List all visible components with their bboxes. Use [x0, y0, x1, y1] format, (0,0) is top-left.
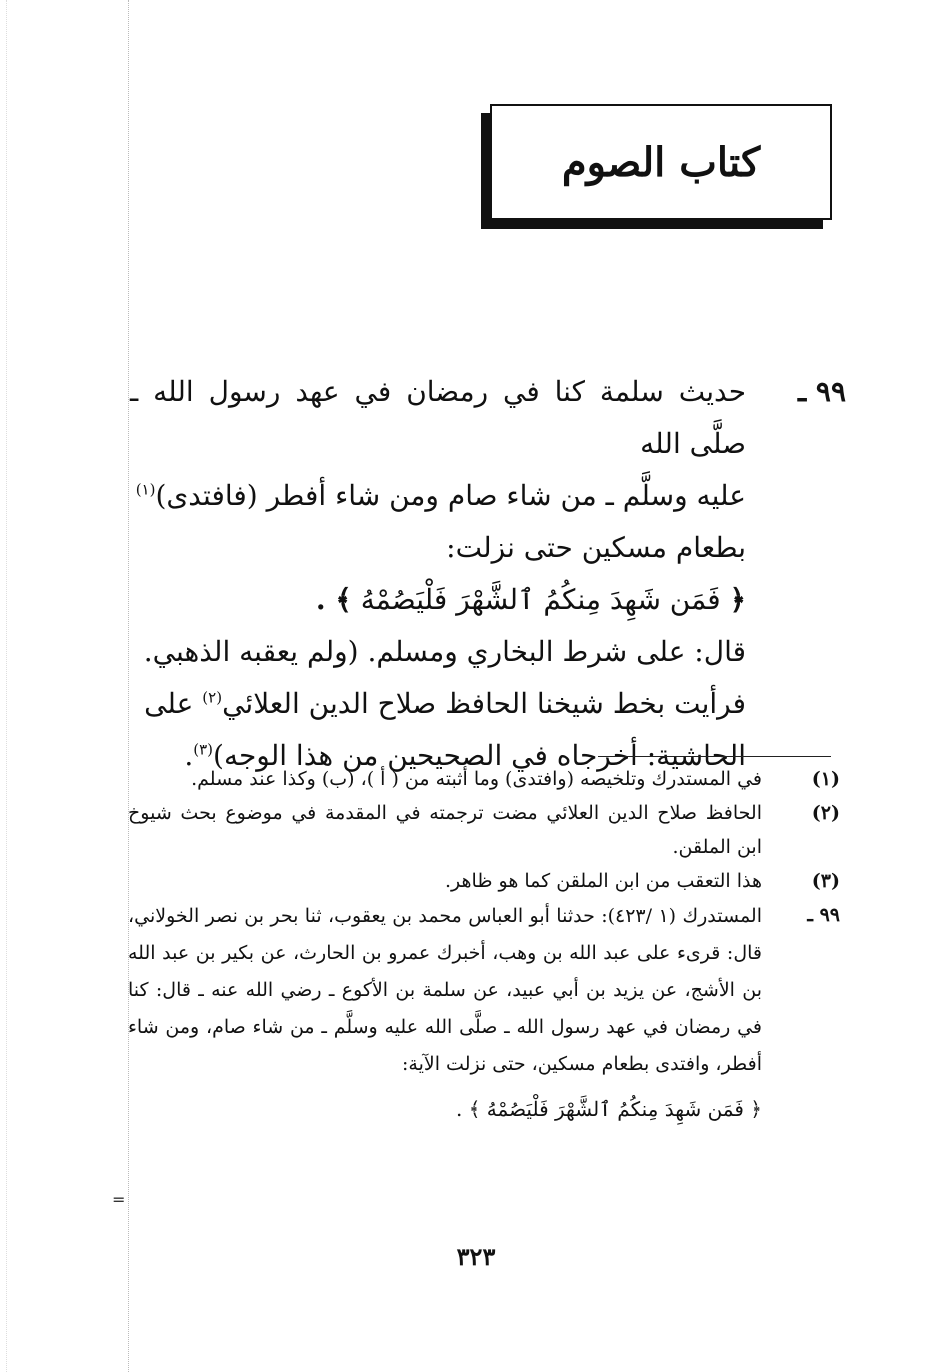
chapter-title: كتاب الصوم: [561, 138, 761, 186]
mustadrak-number: ٩٩ ـ: [807, 904, 840, 926]
mustadrak-text: المستدرك (١ /٤٢٣): حدثنا أبو العباس محمد بن يعقوب، ثنا بحر بن نصر الخولاني، قال: قرىء على عبد الله بن وهب، أخبرك عمرو بن الحارث، عن بكير بن عبد الله بن الأشج، عن يزيد بن أبي عبيد، عن سلمة بن الأكوع ـ رضي الله عنه ـ قال: كنا في رمضان في عهد رسول الله ـ صلَّى الله عليه وسلَّم ـ من شاء صام، ومن شاء أفطر، وافتدى بطعام مسكين، حتى نزلت الآية:: [128, 905, 762, 1075]
gutter-mark: =: [112, 1190, 126, 1209]
mustadrak-body: [128, 898, 762, 1128]
hadith-entry: [130, 366, 846, 782]
hashiya-text-end: .: [184, 739, 194, 772]
footnotes: [128, 762, 840, 1128]
hashiya-text: الحاشية: أخرجاه في الصحيحين من هذا الوجه): [213, 739, 746, 772]
footnote-marker-2: (٢): [202, 688, 223, 707]
footnote-1: [128, 762, 840, 796]
qala-line: قال: على شرط البخاري ومسلم. (ولم يعقبه الذهبي.: [143, 635, 746, 668]
footnote-text: في المستدرك وتلخيصه (وافتدى) وما أثبته من ( أ )، (ب) وكذا عند مسلم.: [191, 768, 762, 790]
faraytu-line: [130, 678, 746, 730]
faraytu-text: فرأيت بخط شيخنا الحافظ صلاح الدين العلائي: [222, 687, 746, 720]
main-text: [130, 366, 846, 782]
footnote-marker-1: (١): [135, 480, 156, 499]
footnote-separator: [598, 756, 831, 757]
quran-verse-text: فَمَن شَهِدَ مِنكُمُ ٱلشَّهْرَ فَلْيَصُمْهُ: [360, 583, 721, 616]
footnote-marker-3: (٣): [193, 740, 214, 759]
footnote-number: (١): [811, 768, 840, 790]
footnote-2: [128, 796, 840, 864]
hadith-line-2-text: عليه وسلَّم ـ من شاء صام ومن شاء أفطر (فافتدى): [155, 479, 746, 512]
footnote-number: (٢): [811, 802, 840, 824]
footnote-3: [128, 864, 840, 898]
scan-edge-dots: [6, 0, 7, 1372]
hadith-number: ٩٩ ـ: [797, 375, 846, 408]
quran-open-bracket: ﴿: [729, 583, 746, 616]
footnote-number: (٣): [811, 870, 840, 892]
quran-verse: [130, 574, 746, 626]
hadith-body: [130, 366, 746, 782]
hadith-line-2: [130, 470, 746, 522]
faraytu-text-end: على: [144, 687, 203, 720]
footnote-text: الحافظ صلاح الدين العلائي مضت ترجمته في المقدمة في موضوع بحث شيوخ ابن الملقن.: [128, 802, 762, 858]
chapter-title-box: [490, 104, 832, 220]
quran-close-bracket: ﴾ .: [315, 583, 352, 616]
page-gutter-line: [128, 0, 129, 1372]
hadith-line-1: حديث سلمة كنا في رمضان في عهد رسول الله ـ صلَّى الله: [130, 375, 746, 460]
page-number: ٣٢٣: [456, 1242, 496, 1271]
footnote-text: هذا التعقب من ابن الملقن كما هو ظاهر.: [445, 870, 762, 892]
mustadrak-quran: ﴿ فَمَن شَهِدَ مِنكُمُ ٱلشَّهْرَ فَلْيَصُمْهُ ﴾ .: [456, 1097, 762, 1121]
hadith-line-3: بطعام مسكين حتى نزلت:: [446, 531, 746, 564]
mustadrak-note: [128, 898, 840, 1128]
